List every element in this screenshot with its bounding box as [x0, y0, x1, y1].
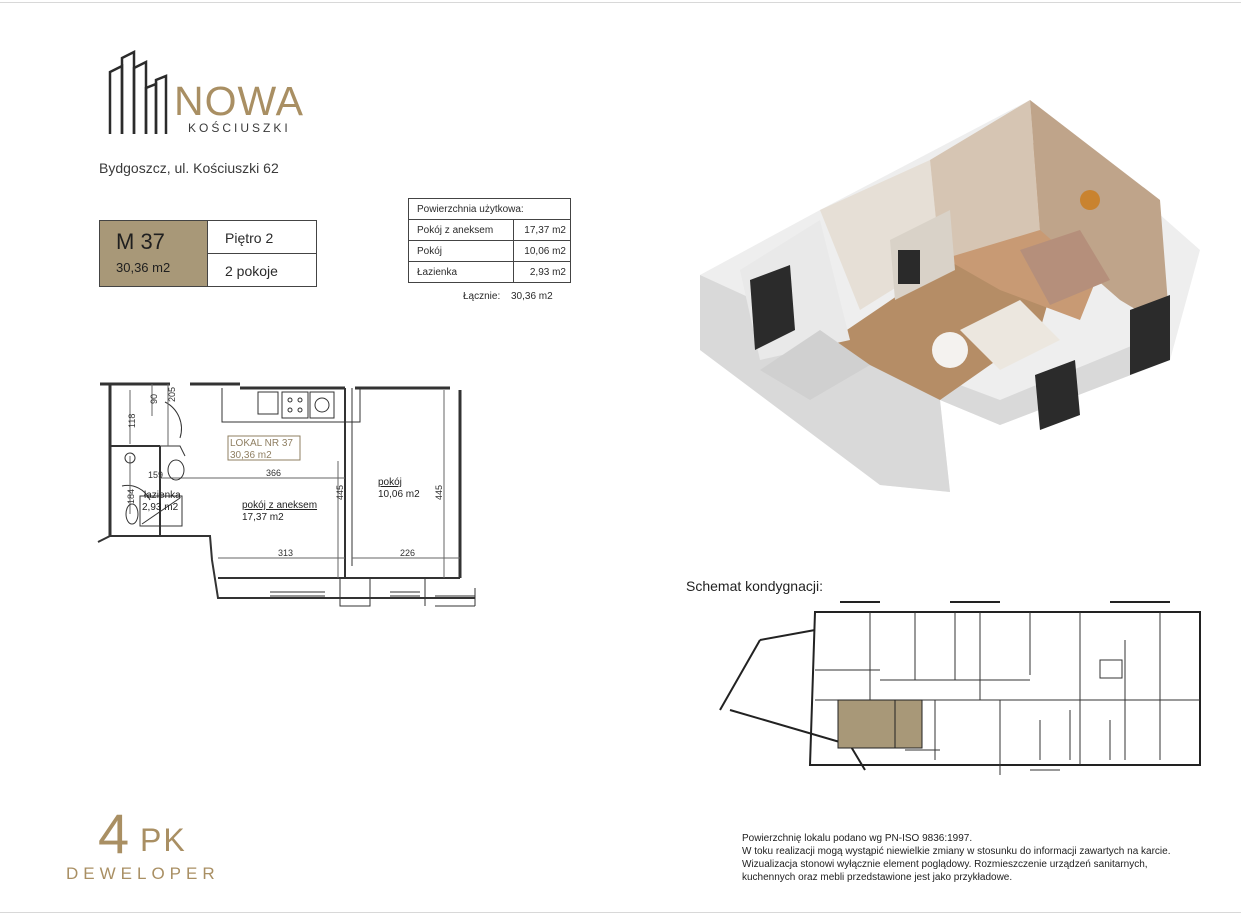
note-line: Powierzchnię lokalu podano wg PN-ISO 9836:1997.: [742, 833, 973, 844]
table-row: [409, 220, 571, 241]
brand-subtitle: KOŚCIUSZKI: [188, 121, 291, 135]
area-name: Pokój z aneksem: [409, 220, 514, 241]
address: Bydgoszcz, ul. Kościuszki 62: [99, 160, 279, 176]
unit-area: 30,36 m2: [116, 260, 171, 275]
room-name: łazienka: [144, 490, 181, 501]
note-line: Wizualizacja stonowi wyłącznie element poglądowy. Rozmieszczenie urządzeń sanitarnych,: [742, 859, 1148, 870]
unit-floor-cell: [208, 221, 316, 254]
room-area: 2,93 m2: [142, 502, 179, 513]
floor-plan: [90, 366, 500, 626]
dimension-label: 445: [335, 484, 345, 500]
area-table: [408, 198, 571, 283]
dimension-label: 159: [148, 470, 164, 480]
unit-rooms-cell: [208, 254, 316, 286]
bottom-border: [0, 912, 1241, 913]
unit-code: M 37: [116, 229, 165, 254]
brand-logo-buildings-icon: [106, 50, 172, 136]
apartment-3d-visualization: [700, 100, 1200, 495]
developer-logo-mark: 4: [98, 802, 130, 865]
dimension-label: 445: [434, 484, 444, 500]
room-area: 17,37 m2: [242, 512, 284, 523]
area-value: 17,37 m2: [514, 220, 571, 241]
note-line: W toku realizacji mogą wystąpić niewielkie zmiany w stosunku do informacji zawartych na karcie.: [742, 846, 1171, 857]
room-name: pokój: [378, 477, 402, 488]
area-table-header: Powierzchnia użytkowa:: [409, 199, 571, 220]
developer-logo-letters: PK: [140, 822, 187, 858]
area-total-label: Łącznie:: [463, 291, 501, 302]
unit-code-cell: [100, 221, 208, 286]
dimension-label: 184: [126, 488, 136, 504]
notes: [742, 832, 1222, 884]
area-value: 2,93 m2: [514, 262, 571, 283]
dimension-label: 226: [400, 548, 416, 558]
lokal-label: LOKAL NR 37: [230, 438, 293, 449]
area-name: Łazienka: [409, 262, 514, 283]
table-row: [409, 262, 571, 283]
schemat-title: Schemat kondygnacji:: [686, 578, 823, 594]
unit-rooms: 2 pokoje: [225, 263, 278, 279]
dimension-label: 366: [266, 468, 282, 478]
floor-schematic: [700, 600, 1210, 785]
note-line: kuchennych oraz mebli przedstawione jest jako przykładowe.: [742, 872, 1013, 883]
area-value: 10,06 m2: [514, 241, 571, 262]
table-row: [409, 241, 571, 262]
lokal-area: 30,36 m2: [230, 450, 272, 461]
dimension-label: 205: [167, 386, 177, 402]
dimension-label: 90: [149, 393, 159, 404]
dimension-label: 313: [278, 548, 294, 558]
unit-floor: Piętro 2: [225, 230, 274, 246]
developer-name: DEWELOPER: [66, 864, 220, 883]
top-border: [0, 2, 1241, 3]
room-area: 10,06 m2: [378, 489, 420, 500]
unit-info-box: [99, 220, 317, 287]
area-total-value: 30,36 m2: [511, 291, 553, 302]
area-name: Pokój: [409, 241, 514, 262]
room-name: pokój z aneksem: [242, 500, 318, 511]
dimension-label: 118: [127, 413, 137, 428]
brand-name: NOWA: [174, 78, 305, 124]
